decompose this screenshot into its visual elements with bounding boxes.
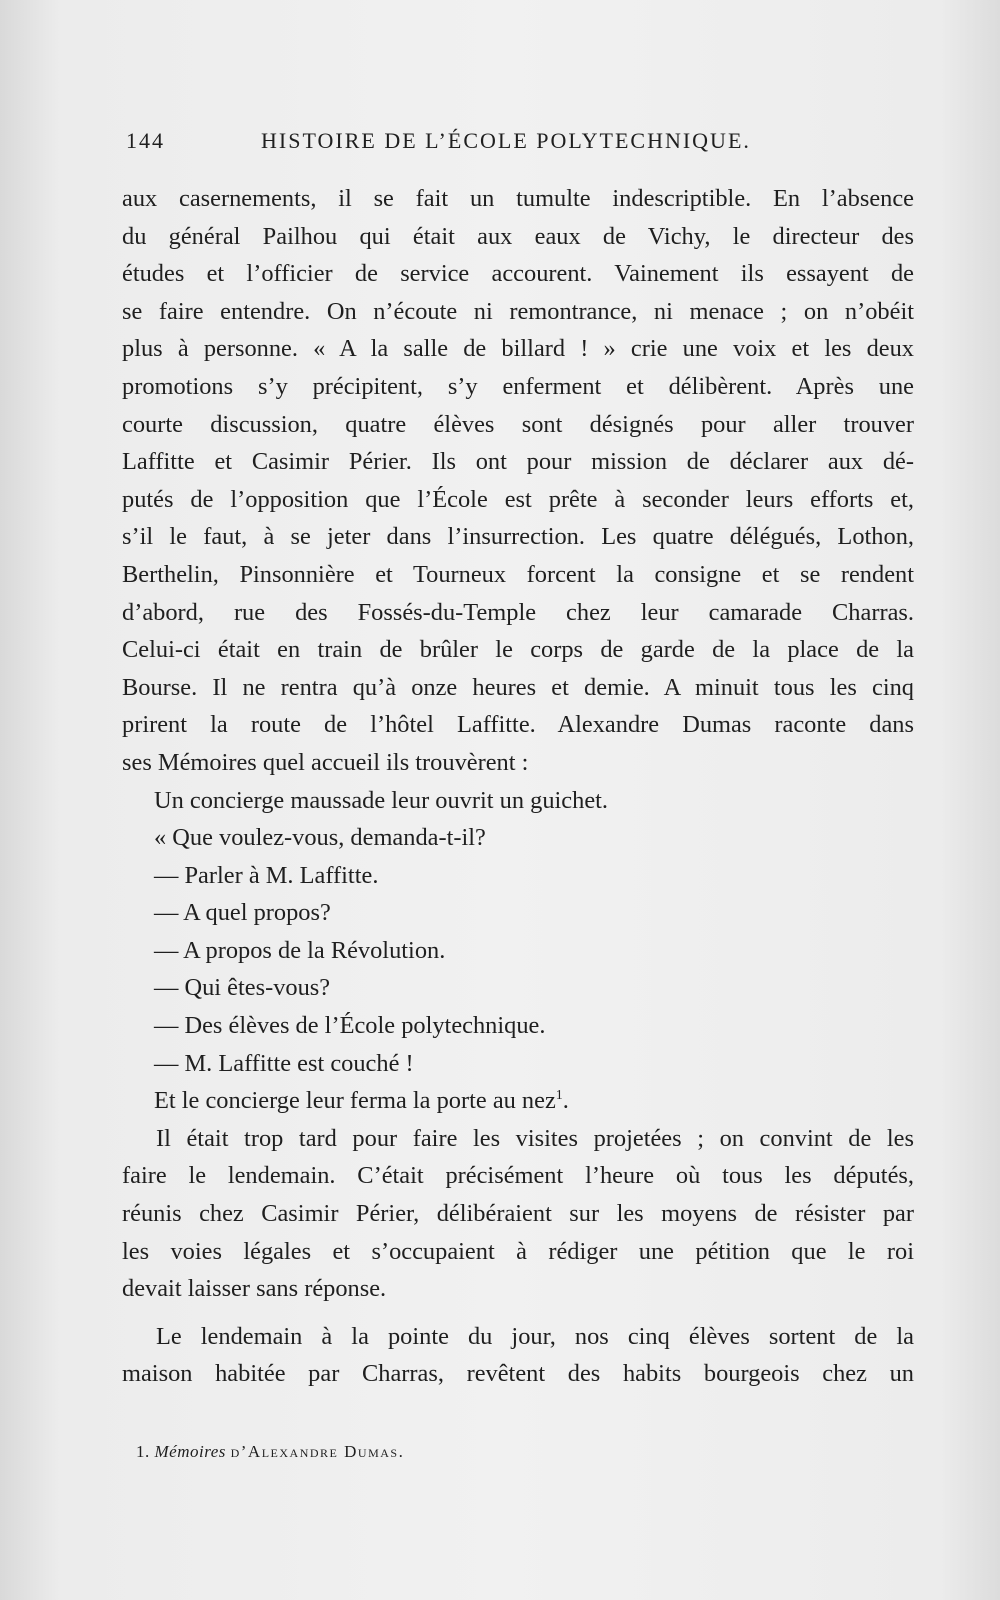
text-line: Laffitte et Casimir Périer. Ils ont pour mission de déclarer aux dé- — [122, 448, 914, 476]
text-line: s’il le faut, à se jeter dans l’insurrection. Les quatre délégués, Lothon, — [122, 523, 914, 551]
text-line: Bourse. Il ne rentra qu’à onze heures et demie. A minuit tous les cinq — [122, 673, 914, 701]
text-line: plus à personne. « A la salle de billard ! » crie une voix et les deux — [122, 335, 914, 363]
dialogue-line: Et le concierge leur ferma la porte au nez$^1$. — [154, 1087, 569, 1115]
dialogue-line: « Que voulez-vous, demanda-t-il? — [154, 824, 486, 852]
text-line: putés de l’opposition que l’École est prête à seconder leurs efforts et, — [122, 485, 914, 513]
text-line: réunis chez Casimir Périer, délibéraient sur les moyens de résister par — [122, 1200, 914, 1228]
footnote-marker: 1 — [555, 1088, 563, 1104]
footnote-text: d’Alexandre Dumas. — [230, 1442, 405, 1461]
text-line: se faire entendre. On n’écoute ni remontrance, ni menace ; on n’obéit — [122, 297, 914, 325]
text-line: prirent la route de l’hôtel Laffitte. Alexandre Dumas raconte dans — [122, 711, 914, 739]
text-line: faire le lendemain. C’était précisément l’heure où tous les députés, — [122, 1162, 914, 1190]
paragraph-gap — [122, 1308, 914, 1318]
text-line: d’abord, rue des Fossés-du-Temple chez leur camarade Charras. — [122, 598, 914, 626]
text-line: Le lendemain à la pointe du jour, nos cinq élèves sortent de la — [156, 1322, 914, 1350]
footnote — [136, 1442, 404, 1462]
paragraph — [122, 180, 914, 782]
footnote-number: 1. — [136, 1442, 150, 1461]
footnote-title: Mémoires — [154, 1442, 226, 1461]
dialogue-line: — A propos de la Révolution. — [154, 936, 446, 964]
paragraph — [122, 1120, 914, 1308]
paragraph — [122, 1318, 914, 1393]
text-line: ses Mémoires quel accueil ils trouvèrent : — [122, 748, 529, 776]
text-line: courte discussion, quatre élèves sont désignés pour aller trouver — [122, 410, 914, 438]
body-text — [122, 180, 914, 1393]
dialogue-line: — M. Laffitte est couché ! — [154, 1049, 414, 1077]
text-line: les voies légales et s’occupaient à rédiger une pétition que le roi — [122, 1237, 914, 1265]
text-line: du général Pailhou qui était aux eaux de Vichy, le directeur des — [122, 222, 914, 250]
text-line: Il était trop tard pour faire les visites projetées ; on convint de les — [156, 1124, 914, 1152]
text-line: aux casernements, il se fait un tumulte indescriptible. En l’absence — [122, 185, 914, 212]
text-line: Berthelin, Pinsonnière et Tourneux forcent la consigne et se rendent — [122, 560, 914, 588]
dialogue-block — [122, 782, 914, 1120]
text-line: devait laisser sans réponse. — [122, 1275, 387, 1303]
dialogue-line: — Qui êtes-vous? — [154, 974, 331, 1002]
dialogue-text: Et le concierge leur ferma la porte au nez — [154, 1087, 556, 1115]
page-header — [126, 128, 798, 162]
text-line: Celui-ci était en train de brûler le corps de garde de la place de la — [122, 636, 914, 664]
text-line: études et l’officier de service accourent. Vainement ils essayent de — [122, 260, 914, 288]
text-line: promotions s’y précipitent, s’y enferment et délibèrent. Après une — [122, 372, 914, 400]
dialogue-line: — Parler à M. Laffitte. — [154, 861, 379, 889]
dialogue-line: — A quel propos? — [154, 899, 331, 927]
text-line: maison habitée par Charras, revêtent des habits bourgeois chez un — [122, 1360, 914, 1388]
dialogue-line: — Des élèves de l’École polytechnique. — [154, 1012, 546, 1040]
page-number: 144 — [126, 128, 165, 153]
running-title: HISTOIRE DE L’ÉCOLE POLYTECHNIQUE. — [261, 128, 751, 153]
dialogue-line: Un concierge maussade leur ouvrit un guichet. — [154, 786, 609, 814]
